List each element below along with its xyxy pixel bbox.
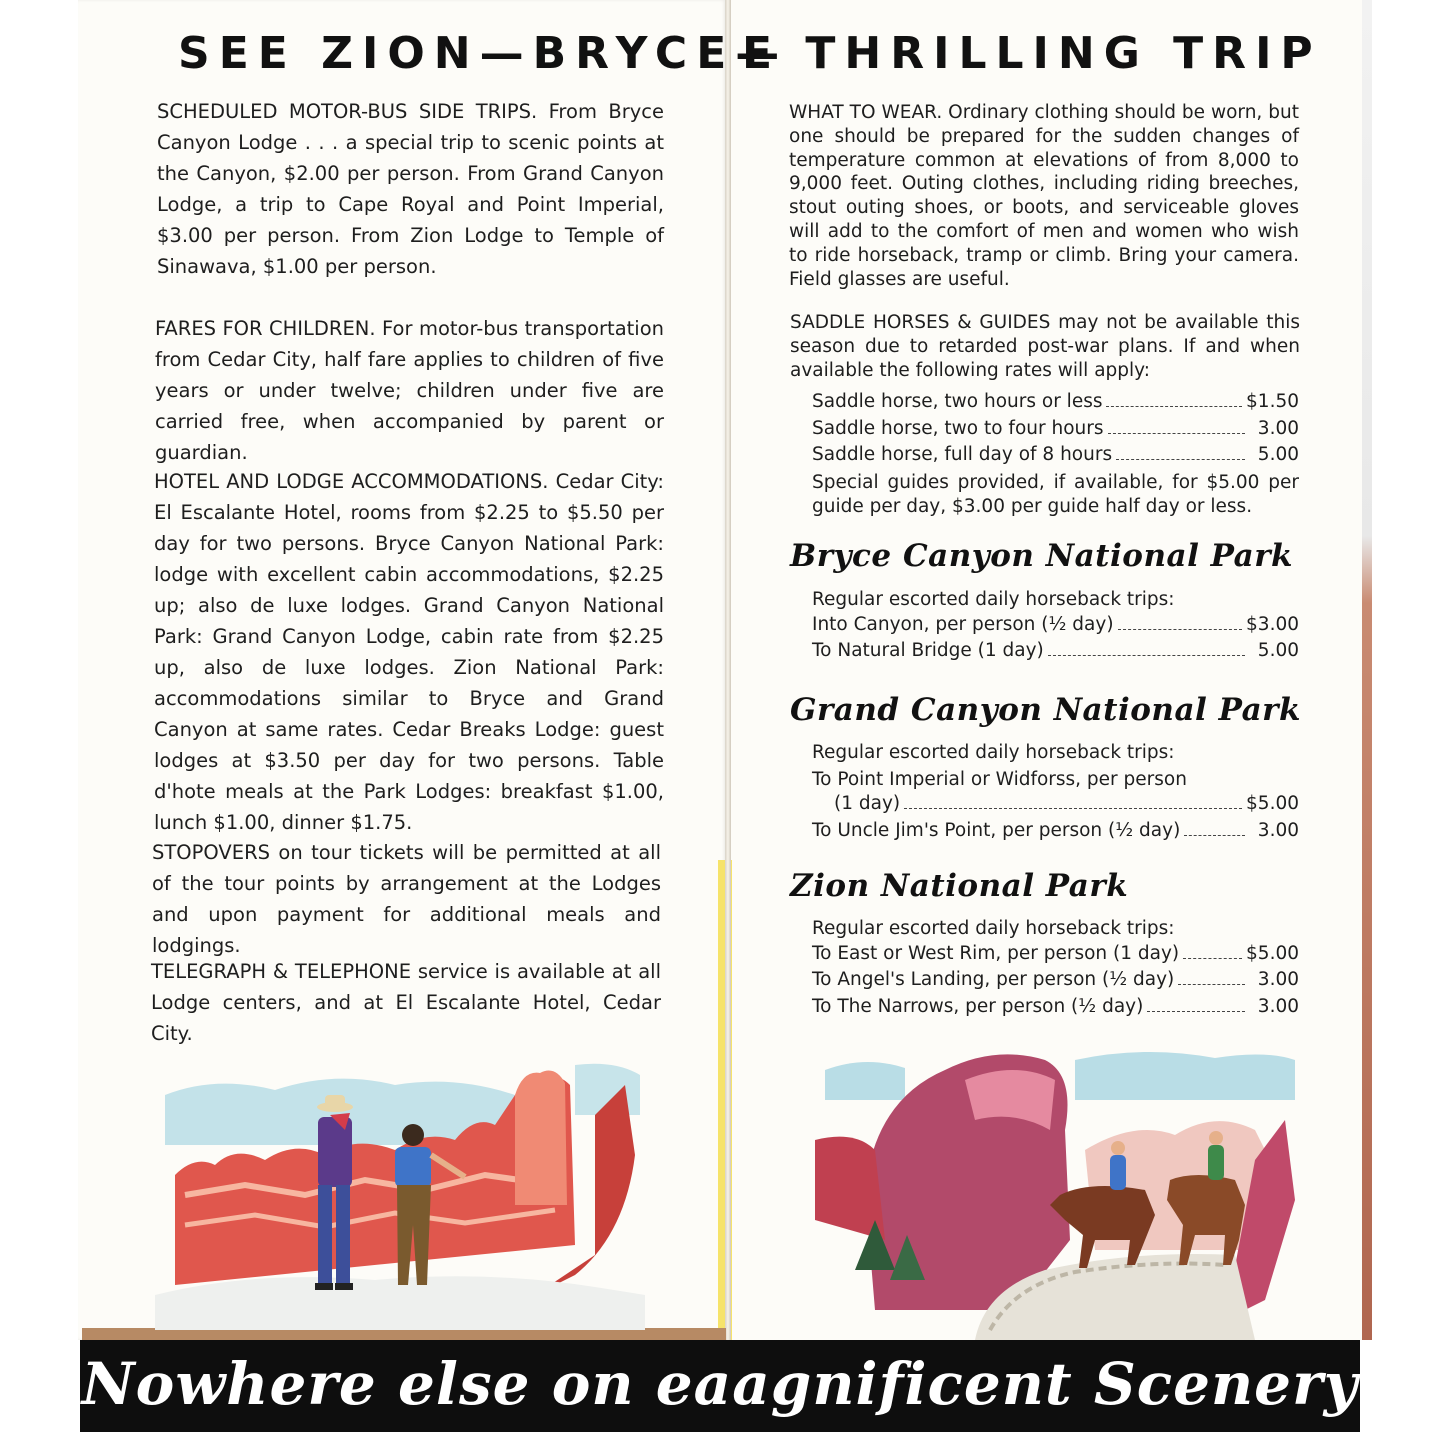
headline-left: SEE ZION—BRYCE— — [178, 28, 789, 79]
center-fold — [725, 0, 731, 1445]
rate-price: $5.00 — [1246, 942, 1299, 964]
rate-row — [812, 820, 1299, 847]
rate-row — [812, 391, 1299, 418]
leader-dots — [1106, 405, 1242, 407]
grand-canyon-park-title: Grand Canyon National Park — [790, 692, 1301, 728]
rate-label: To East or West Rim, per person (1 day) — [812, 942, 1180, 964]
rate-label: To Uncle Jim's Point, per person (½ day) — [812, 819, 1181, 841]
saddle-rates-list — [812, 391, 1299, 519]
bryce-park-title: Bryce Canyon National Park — [790, 538, 1294, 574]
rate-label: Saddle horse, two to four hours — [812, 417, 1104, 439]
bryce-rates-list — [812, 587, 1299, 667]
trips-intro: Regular escorted daily horseback trips: — [812, 918, 1175, 939]
leader-dots — [1178, 983, 1245, 985]
rate-label: To Angel's Landing, per person (½ day) — [812, 969, 1175, 990]
side-trips-paragraph: SCHEDULED MOTOR-BUS SIDE TRIPS. From Bryce Canyon Lodge . . . a special trip to scenic points at the Canyon, $2.00 per person. From Grand Canyon Lodge, a trip to Cape Royal and Point Imperial, $3.00 per person. From Zion Lodge to Temple of Sinawava, $1.00 per person. — [157, 100, 664, 278]
rate-price: $3.00 — [1246, 613, 1299, 635]
rate-price: $1.50 — [1246, 391, 1299, 412]
trips-intro: Regular escorted daily horseback trips: — [812, 589, 1175, 610]
headline-right: E THRILLING TRIP — [742, 28, 1322, 79]
rate-price: 3.00 — [1257, 819, 1299, 841]
what-to-wear-paragraph: WHAT TO WEAR. Ordinary clothing should be worn, but one should be prepared for the sudden changes of temperature common at elevations of from 8,000 to 9,000 feet. Outing clothes, including riding breeches, stout outing shoes, or boots, and serviceable gloves will add to the comfort of men and women who wish to ride horseback, tramp or climb. Bring your camera. Field glasses are useful. — [789, 102, 1299, 290]
guides-note: Special guides provided, if available, for $5.00 per guide per day, $3.00 per guide half day or less. — [812, 471, 1299, 517]
rate-row — [812, 640, 1299, 667]
leader-dots — [1183, 957, 1242, 959]
rate-row — [812, 793, 1299, 820]
banner-slogan: Nowhere else on eaagnificent Scenery — [81, 1350, 1359, 1418]
right-edge-strip — [1362, 0, 1372, 1340]
leader-dots — [1118, 628, 1242, 630]
rate-label: To The Narrows, per person (½ day) — [812, 995, 1144, 1017]
telegraph-paragraph: TELEGRAPH & TELEPHONE service is available at all Lodge centers, and at El Escalante Hotel, Cedar City. — [151, 960, 661, 1045]
rate-row — [812, 418, 1299, 445]
rate-label: Into Canyon, per person (½ day) — [812, 613, 1114, 635]
rate-label: Saddle horse, full day of 8 hours — [812, 444, 1113, 465]
leader-dots — [1116, 458, 1245, 460]
rate-label: To Natural Bridge (1 day) — [812, 640, 1044, 661]
rate-price: 5.00 — [1257, 640, 1299, 661]
zion-rates-list — [812, 916, 1299, 1022]
rate-price: 5.00 — [1257, 444, 1299, 465]
leader-dots — [1184, 834, 1245, 836]
bryce-hikers-illustration — [155, 1055, 645, 1330]
saddle-horses-paragraph: SADDLE HORSES & GUIDES may not be available this season due to retarded post-war plans. If and when available the following rates will apply: — [790, 312, 1300, 381]
grand-canyon-rates-list — [812, 740, 1299, 846]
rate-price: $5.00 — [1246, 793, 1299, 814]
rate-row — [812, 444, 1299, 471]
trips-intro: Regular escorted daily horseback trips: — [812, 742, 1175, 763]
rate-price: 3.00 — [1257, 995, 1299, 1017]
rate-price: 3.00 — [1257, 417, 1299, 439]
rate-row — [812, 996, 1299, 1023]
bottom-banner — [80, 1340, 1360, 1432]
leader-dots — [1147, 1010, 1245, 1012]
trip-line: To Point Imperial or Widforss, per person — [812, 768, 1187, 790]
rate-row — [812, 969, 1299, 996]
leader-dots — [1048, 654, 1245, 656]
rate-price: 3.00 — [1257, 969, 1299, 990]
bottom-margin — [0, 1432, 1445, 1445]
rate-row — [812, 614, 1299, 641]
zion-park-title: Zion National Park — [790, 868, 1129, 904]
rate-label: (1 day) — [834, 793, 901, 814]
rate-row — [812, 943, 1299, 970]
children-fares-paragraph: FARES FOR CHILDREN. For motor-bus transportation from Cedar City, half fare applies to children of five years or under twelve; children under five are carried free, when accompanied by parent or guardian. — [155, 317, 664, 464]
leader-dots — [904, 807, 1242, 809]
page-margin — [0, 0, 78, 1445]
rate-label: Saddle horse, two hours or less — [812, 391, 1103, 412]
hotel-accommodations-paragraph: HOTEL AND LODGE ACCOMMODATIONS. Cedar City: El Escalante Hotel, rooms from $2.25 to $5.50 per day for two persons. Bryce Canyon National Park: lodge with excellent cabin accommodations, $2.25 up; also de luxe lodges. Grand Canyon National Park: Grand Canyon Lodge, cabin rate from $2.25 up, also de luxe lodges. Zion National Park: accommodations similar to Bryce and Grand Canyon at same rates. Cedar Breaks Lodge: guest lodges at $3.50 per day for two persons. Table d'hote meals at the Park Lodges: breakfast $1.00, lunch $1.00, dinner $1.75. — [154, 470, 664, 834]
leader-dots — [1108, 432, 1246, 434]
zion-riders-illustration — [815, 1040, 1300, 1340]
stopovers-paragraph: STOPOVERS on tour tickets will be permitted at all of the tour points by arrangement at the Lodges and upon payment for additional meals and lodgings. — [152, 841, 661, 957]
